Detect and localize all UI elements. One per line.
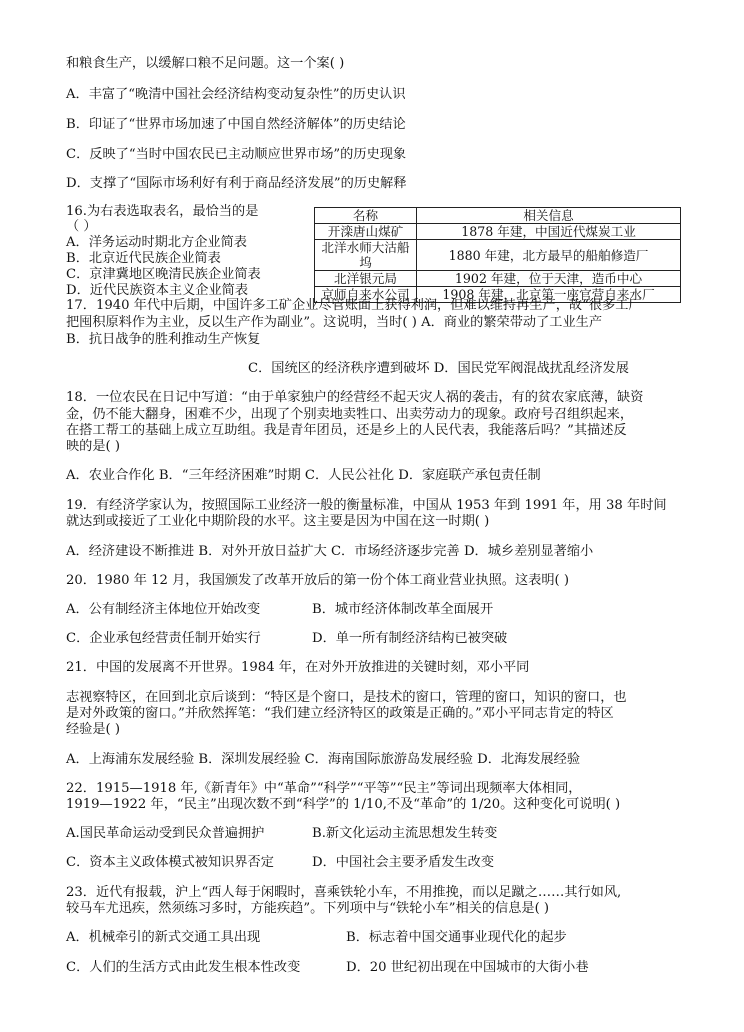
q20-stem: 20．1980 年 12 月，我国颁发了改革开放后的第一份个体工商业营业执照。这表明( ): [66, 573, 569, 588]
q17-line-4: C．国统区的经济秩序遭到破坏 D．国民党军阀混战扰乱经济发展: [248, 361, 629, 376]
q21-line-3: 是对外政策的窗口。”并欣然挥笔：“我们建立经济特区的政策是正确的。”邓小平同志肯定的特区: [66, 706, 614, 721]
q23-line-2: 较马车尤迅疾，然须练习多时，方能疾趋”。下列项中与“铁轮小车”相关的信息是( ): [66, 901, 550, 916]
q17-line-2: 把囤积原料作为主业，反以生产作为副业”。这说明，当时( ) A．商业的繁荣带动了工业生产: [66, 315, 603, 330]
table-cell: 1878 年建，中国近代煤炭工业: [417, 224, 681, 240]
q22-option-c: C．资本主义政体模式被知识界否定: [66, 855, 274, 870]
table-row: [315, 224, 681, 240]
option-d: D．支撑了“国际市场利好有利于商品经济发展”的历史解释: [66, 176, 407, 191]
q16-stem: 16.为右表选取表名，最恰当的是: [66, 204, 259, 219]
table-cell: 京师自来水公司: [315, 287, 417, 303]
q17-line-3: B．抗日战争的胜利推动生产恢复: [66, 332, 261, 347]
q18-options: A．农业合作化 B．“三年经济困难”时期 C．人民公社化 D．家庭联产承包责任制: [66, 468, 541, 483]
q22-option-d: D．中国社会主要矛盾发生改变: [312, 855, 495, 870]
table-header-name: 名称: [315, 208, 417, 224]
q23-line-1: 23．近代有报载，沪上“西人每于闲暇时，喜乘铁轮小车，不用推挽，而以足蹴之……其行如风,: [66, 885, 622, 900]
q21-options: A．上海浦东发展经验 B．深圳发展经验 C．海南国际旅游岛发展经验 D．北海发展经验: [66, 752, 581, 767]
q16-option-b: B．北京近代民族企业简表: [66, 251, 221, 266]
table-cell: 开滦唐山煤矿: [315, 224, 417, 240]
q17-line-1: 17．1940 年代中后期，中国许多工矿企业尽管账面上获得利润，但难以维持再生产，故“很多工厂: [66, 298, 642, 313]
q23-option-b: B．标志着中国交通事业现代化的起步: [346, 930, 567, 945]
line-1: 和粮食生产，以缓解口粮不足问题。这一个案( ): [66, 56, 345, 71]
q18-line-4: 映的是( ): [66, 439, 121, 454]
q23-option-c: C．人们的生活方式由此发生根本性改变: [66, 960, 301, 975]
q23-option-d: D．20 世纪初出现在中国城市的大街小巷: [346, 960, 589, 975]
option-b: B．印证了“世界市场加速了中国自然经济解体”的历史结论: [66, 117, 406, 132]
table-header-row: [315, 208, 681, 224]
option-c: C．反映了“当时中国农民已主动顺应世界市场”的历史现象: [66, 147, 407, 162]
q18-line-3: 在搭工帮工的基础上成立互助组。我是青年团员，还是乡上的人民代表，我能落后吗？”其描述反: [66, 423, 627, 438]
q22-option-b: B.新文化运动主流思想发生转变: [312, 826, 498, 841]
q18-line-2: 金，仍不能大翻身，困难不少，出现了个别卖地卖牲口、出卖劳动力的现象。政府号召组织起来，: [66, 407, 634, 422]
q16-paren: （ ）: [66, 219, 97, 234]
q18-line-1: 18．一位农民在日记中写道：“由于单家独户的经营经不起天灾人祸的袭击，有的贫农家底薄，缺资: [66, 390, 644, 405]
q20-option-d: D．单一所有制经济结构已被突破: [312, 631, 508, 646]
q22-line-1: 22．1915—1918 年,《新青年》中“革命”“科学”“平等”“民主”等词出现频率大体相同，: [66, 781, 582, 796]
table-cell: 1880 年建，北方最早的船舶修造厂: [417, 240, 681, 271]
table-header-info: 相关信息: [417, 208, 681, 224]
q16-option-c: C．京津冀地区晚清民族企业简表: [66, 267, 261, 282]
q22-line-2: 1919—1922 年，“民主”出现次数不到“科学”的 1/10,不及“革命”的 1/20。这种变化可说明( ): [66, 797, 621, 812]
table-row: [315, 240, 681, 271]
q21-line-4: 经验是( ): [66, 722, 121, 737]
table-row: [315, 271, 681, 287]
q21-line-1: 21．中国的发展离不开世界。1984 年，在对外开放推进的关键时刻，邓小平同: [66, 660, 530, 675]
q19-options: A．经济建设不断推进 B．对外开放日益扩大 C．市场经济逐步完善 D．城乡差别显著缩小: [66, 544, 594, 559]
q19-line-1: 19．有经济学家认为，按照国际工业经济一般的衡量标准，中国从 1953 年到 1991 年，用 38 年时间: [66, 498, 667, 513]
q16-option-a: A．洋务运动时期北方企业简表: [66, 235, 247, 250]
table-cell: 北洋银元局: [315, 271, 417, 287]
q16-table: [314, 207, 681, 303]
q20-option-a: A．公有制经济主体地位开始改变: [66, 602, 261, 617]
q23-option-a: A．机械牵引的新式交通工具出现: [66, 930, 261, 945]
q20-option-c: C．企业承包经营责任制开始实行: [66, 631, 261, 646]
q20-option-b: B．城市经济体制改革全面展开: [312, 602, 494, 617]
table-cell: 北洋水师大沽船坞: [315, 240, 417, 271]
q21-line-2: 志视察特区，在回到北京后谈到：“特区是个窗口，是技术的窗口，管理的窗口，知识的窗口，也: [66, 690, 627, 705]
q22-option-a: A.国民革命运动受到民众普遍拥护: [66, 826, 265, 841]
q19-line-2: 就达到或接近了工业化中期阶段的水平。这主要是因为中国在这一时期( ): [66, 514, 490, 529]
q16-option-d: D．近代民族资本主义企业简表: [66, 283, 249, 298]
option-a: A．丰富了“晚清中国社会经济结构变动复杂性”的历史认识: [66, 87, 406, 102]
table-cell: 1908 年建，北京第一座官营自来水厂: [417, 287, 681, 303]
table-cell: 1902 年建，位于天津，造币中心: [417, 271, 681, 287]
